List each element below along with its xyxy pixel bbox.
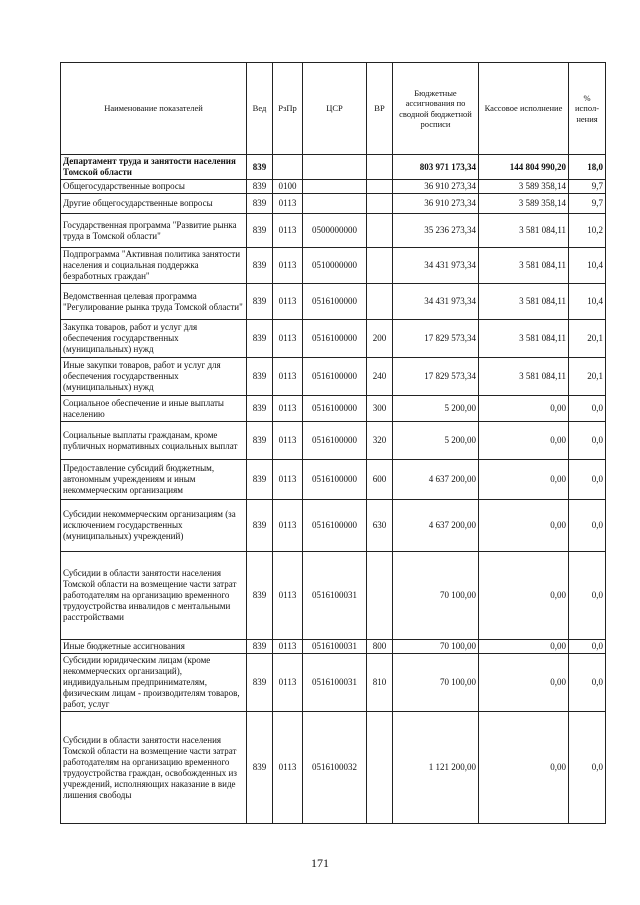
cell-csr — [303, 180, 367, 194]
cell-ved: 839 — [247, 460, 273, 500]
cell-ved: 839 — [247, 284, 273, 320]
table-row — [61, 320, 606, 358]
cell-rzpr — [273, 155, 303, 180]
cell-vr — [367, 552, 393, 640]
cell-cash: 0,00 — [479, 396, 569, 422]
cell-pct: 10,2 — [569, 214, 606, 248]
cell-plan: 4 637 200,00 — [393, 500, 479, 552]
cell-vr — [367, 180, 393, 194]
cell-rzpr: 0113 — [273, 500, 303, 552]
cell-cash: 3 581 084,11 — [479, 214, 569, 248]
cell-rzpr: 0100 — [273, 180, 303, 194]
cell-vr — [367, 248, 393, 284]
cell-rzpr: 0113 — [273, 422, 303, 460]
cell-ved: 839 — [247, 396, 273, 422]
cell-cash: 0,00 — [479, 712, 569, 824]
cell-csr: 0516100000 — [303, 460, 367, 500]
cell-plan: 70 100,00 — [393, 654, 479, 712]
cell-rzpr: 0113 — [273, 248, 303, 284]
cell-name: Субсидии юридическим лицам (кроме некоммерческих организаций), индивидуальным предпринимателям, физическим лицам - производителям товаров, работ, услуг — [61, 654, 247, 712]
cell-name: Социальное обеспечение и иные выплаты населению — [61, 396, 247, 422]
cell-plan: 5 200,00 — [393, 396, 479, 422]
cell-ved: 839 — [247, 358, 273, 396]
cell-pct: 0,0 — [569, 460, 606, 500]
cell-ved: 839 — [247, 248, 273, 284]
cell-vr — [367, 712, 393, 824]
table-row — [61, 358, 606, 396]
cell-vr — [367, 214, 393, 248]
cell-csr: 0510000000 — [303, 248, 367, 284]
cell-ved: 839 — [247, 640, 273, 654]
cell-cash: 3 581 084,11 — [479, 248, 569, 284]
cell-cash: 144 804 990,20 — [479, 155, 569, 180]
header-vr: ВР — [367, 63, 393, 155]
header-csr: ЦСР — [303, 63, 367, 155]
table-row — [61, 284, 606, 320]
cell-cash: 0,00 — [479, 500, 569, 552]
cell-name: Социальные выплаты гражданам, кроме публичных нормативных социальных выплат — [61, 422, 247, 460]
cell-pct: 9,7 — [569, 180, 606, 194]
table-row — [61, 654, 606, 712]
cell-name: Подпрограмма "Активная политика занятости населения и социальная поддержка безработных граждан" — [61, 248, 247, 284]
cell-vr: 200 — [367, 320, 393, 358]
cell-vr: 300 — [367, 396, 393, 422]
cell-plan: 36 910 273,34 — [393, 194, 479, 214]
cell-pct: 0,0 — [569, 712, 606, 824]
cell-pct: 20,1 — [569, 320, 606, 358]
cell-csr: 0516100032 — [303, 712, 367, 824]
cell-cash: 0,00 — [479, 460, 569, 500]
cell-ved: 839 — [247, 712, 273, 824]
cell-rzpr: 0113 — [273, 194, 303, 214]
cell-cash: 0,00 — [479, 552, 569, 640]
cell-pct: 18,0 — [569, 155, 606, 180]
cell-rzpr: 0113 — [273, 284, 303, 320]
cell-name: Другие общегосударственные вопросы — [61, 194, 247, 214]
cell-vr: 240 — [367, 358, 393, 396]
cell-csr — [303, 155, 367, 180]
table-row — [61, 248, 606, 284]
cell-name: Субсидии в области занятости населения Томской области на возмещение части затрат работодателям на организацию временного трудоустройства граждан, освобожденных из учреждений, исполняющих наказание в виде лишения свободы — [61, 712, 247, 824]
cell-csr — [303, 194, 367, 214]
table-row — [61, 422, 606, 460]
cell-plan: 70 100,00 — [393, 552, 479, 640]
cell-cash: 0,00 — [479, 422, 569, 460]
cell-pct: 10,4 — [569, 284, 606, 320]
cell-name: Субсидии некоммерческим организациям (за исключением государственных (муниципальных) учреждений) — [61, 500, 247, 552]
cell-cash: 0,00 — [479, 640, 569, 654]
cell-rzpr: 0113 — [273, 320, 303, 358]
cell-ved: 839 — [247, 194, 273, 214]
cell-plan: 34 431 973,34 — [393, 284, 479, 320]
cell-csr: 0516100031 — [303, 640, 367, 654]
table-row — [61, 214, 606, 248]
table-row — [61, 552, 606, 640]
cell-name: Общегосударственные вопросы — [61, 180, 247, 194]
cell-csr: 0516100031 — [303, 654, 367, 712]
cell-plan: 1 121 200,00 — [393, 712, 479, 824]
cell-plan: 4 637 200,00 — [393, 460, 479, 500]
table-row — [61, 712, 606, 824]
cell-vr: 800 — [367, 640, 393, 654]
cell-pct: 10,4 — [569, 248, 606, 284]
cell-csr: 0516100000 — [303, 500, 367, 552]
cell-plan: 5 200,00 — [393, 422, 479, 460]
cell-name: Государственная программа "Развитие рынка труда в Томской области" — [61, 214, 247, 248]
cell-plan: 70 100,00 — [393, 640, 479, 654]
cell-ved: 839 — [247, 320, 273, 358]
cell-vr: 320 — [367, 422, 393, 460]
cell-pct: 0,0 — [569, 396, 606, 422]
table-row — [61, 194, 606, 214]
cell-rzpr: 0113 — [273, 654, 303, 712]
cell-name: Закупка товаров, работ и услуг для обеспечения государственных (муниципальных) нужд — [61, 320, 247, 358]
cell-cash: 3 581 084,11 — [479, 320, 569, 358]
cell-csr: 0516100000 — [303, 396, 367, 422]
page-number: 171 — [311, 856, 329, 870]
cell-name: Департамент труда и занятости населения Томской области — [61, 155, 247, 180]
cell-plan: 35 236 273,34 — [393, 214, 479, 248]
cell-csr: 0500000000 — [303, 214, 367, 248]
cell-rzpr: 0113 — [273, 552, 303, 640]
cell-rzpr: 0113 — [273, 712, 303, 824]
table-row — [61, 180, 606, 194]
table-row — [61, 500, 606, 552]
cell-rzpr: 0113 — [273, 640, 303, 654]
cell-pct: 9,7 — [569, 194, 606, 214]
table-header-row — [61, 63, 606, 155]
cell-name: Предоставление субсидий бюджетным, автономным учреждениям и иным некоммерческим организациям — [61, 460, 247, 500]
header-plan: Бюджетные ассигнования по сводной бюджетной росписи — [393, 63, 479, 155]
cell-cash: 0,00 — [479, 654, 569, 712]
cell-name: Иные закупки товаров, работ и услуг для обеспечения государственных (муниципальных) нужд — [61, 358, 247, 396]
cell-pct: 0,0 — [569, 640, 606, 654]
table-row — [61, 640, 606, 654]
table-row — [61, 155, 606, 180]
cell-cash: 3 581 084,11 — [479, 284, 569, 320]
cell-csr: 0516100000 — [303, 422, 367, 460]
header-rzpr: РзПр — [273, 63, 303, 155]
header-cash: Кассовое исполнение — [479, 63, 569, 155]
budget-table — [60, 62, 606, 824]
cell-ved: 839 — [247, 214, 273, 248]
cell-rzpr: 0113 — [273, 460, 303, 500]
cell-plan: 17 829 573,34 — [393, 320, 479, 358]
cell-plan: 17 829 573,34 — [393, 358, 479, 396]
header-ved: Вед — [247, 63, 273, 155]
cell-cash: 3 581 084,11 — [479, 358, 569, 396]
cell-ved: 839 — [247, 500, 273, 552]
cell-vr: 810 — [367, 654, 393, 712]
cell-name: Ведомственная целевая программа "Регулирование рынка труда Томской области" — [61, 284, 247, 320]
table-row — [61, 396, 606, 422]
cell-vr: 630 — [367, 500, 393, 552]
cell-name: Иные бюджетные ассигнования — [61, 640, 247, 654]
cell-ved: 839 — [247, 422, 273, 460]
cell-rzpr: 0113 — [273, 214, 303, 248]
cell-rzpr: 0113 — [273, 396, 303, 422]
cell-ved: 839 — [247, 180, 273, 194]
cell-vr: 600 — [367, 460, 393, 500]
cell-name: Субсидии в области занятости населения Томской области на возмещение части затрат работодателям на организацию временного трудоустройства инвалидов с ментальными расстройствами — [61, 552, 247, 640]
header-name: Наименование показателей — [61, 63, 247, 155]
cell-pct: 0,0 — [569, 500, 606, 552]
cell-csr: 0516100000 — [303, 284, 367, 320]
cell-ved: 839 — [247, 552, 273, 640]
cell-csr: 0516100031 — [303, 552, 367, 640]
cell-pct: 0,0 — [569, 552, 606, 640]
cell-vr — [367, 194, 393, 214]
cell-vr — [367, 155, 393, 180]
cell-csr: 0516100000 — [303, 358, 367, 396]
cell-csr: 0516100000 — [303, 320, 367, 358]
cell-plan: 34 431 973,34 — [393, 248, 479, 284]
cell-pct: 0,0 — [569, 422, 606, 460]
cell-ved: 839 — [247, 155, 273, 180]
cell-ved: 839 — [247, 654, 273, 712]
cell-rzpr: 0113 — [273, 358, 303, 396]
cell-plan: 803 971 173,34 — [393, 155, 479, 180]
table-row — [61, 460, 606, 500]
cell-pct: 20,1 — [569, 358, 606, 396]
cell-cash: 3 589 358,14 — [479, 180, 569, 194]
cell-cash: 3 589 358,14 — [479, 194, 569, 214]
header-pct: % испол-нения — [569, 63, 606, 155]
cell-vr — [367, 284, 393, 320]
cell-pct: 0,0 — [569, 654, 606, 712]
cell-plan: 36 910 273,34 — [393, 180, 479, 194]
